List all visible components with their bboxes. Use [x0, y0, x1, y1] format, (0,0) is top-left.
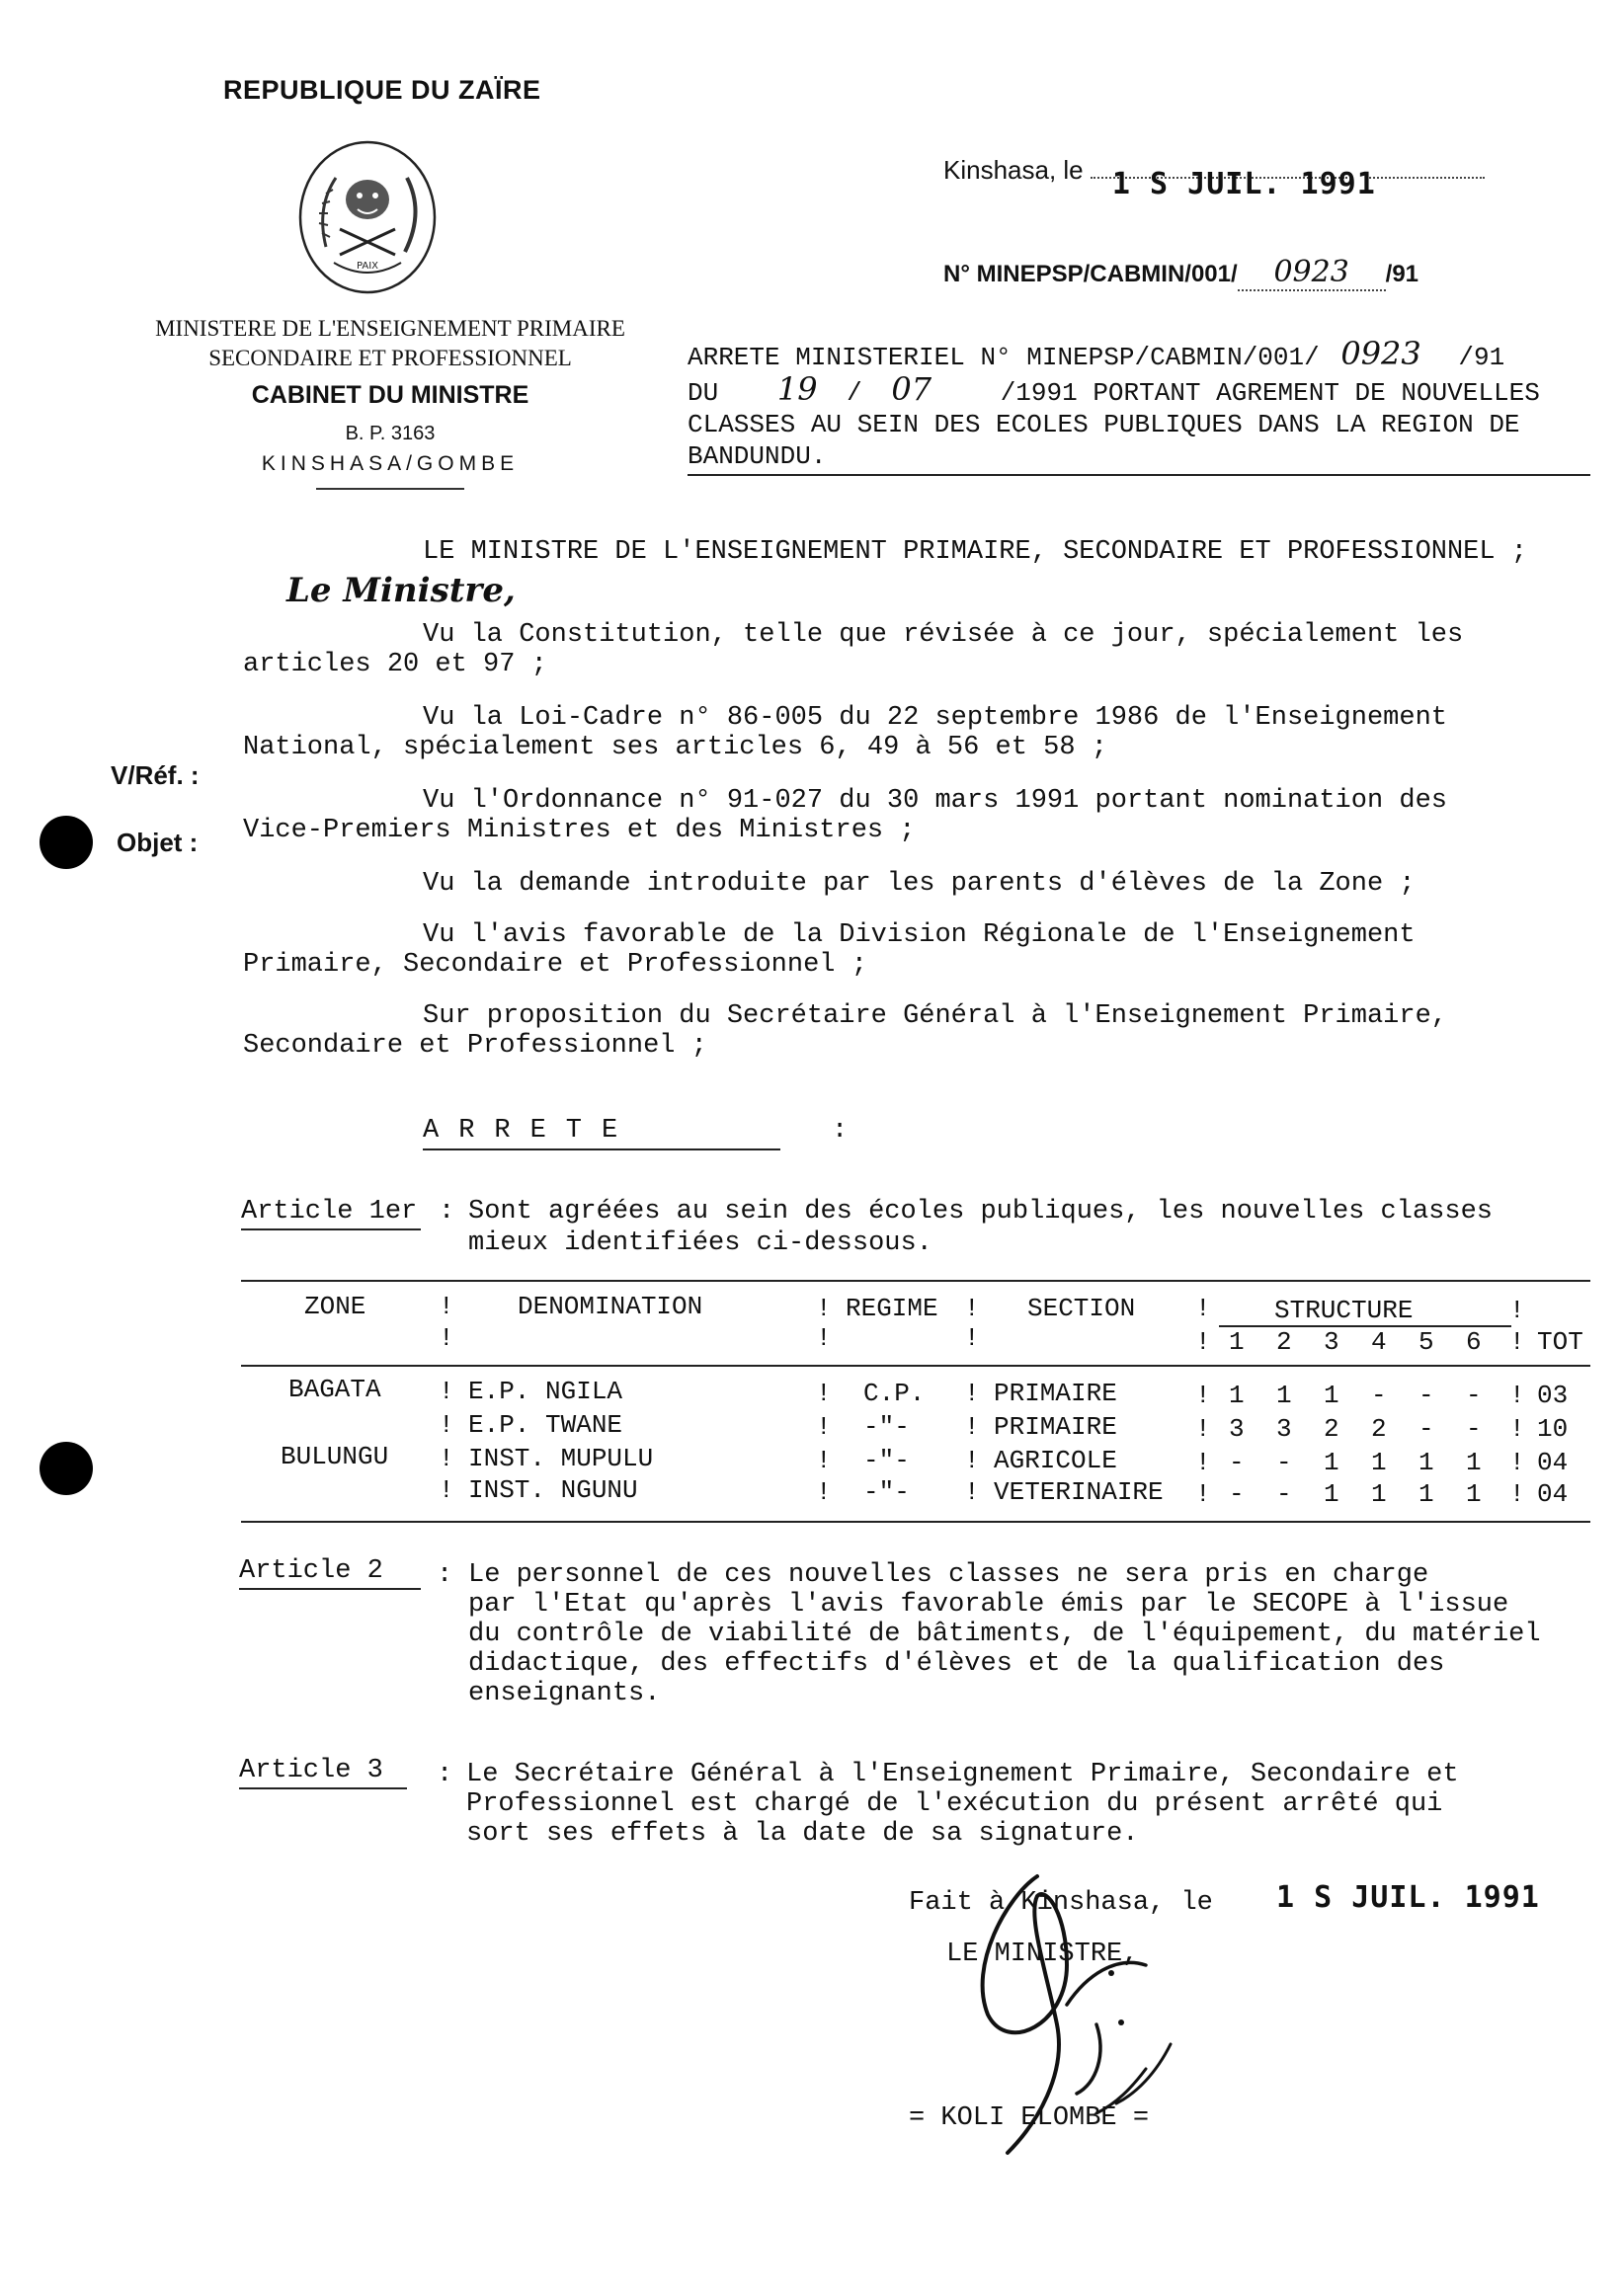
minister-title: LE MINISTRE DE L'ENSEIGNEMENT PRIMAIRE, SECONDAIRE ET PROFESSIONNEL ; — [423, 537, 1527, 567]
cell-sep: ! — [1195, 1448, 1211, 1477]
article-1-label: Article 1er — [241, 1197, 418, 1227]
cell-tot: 04 — [1537, 1448, 1569, 1477]
vu-demande: Vu la demande introduite par les parents d'élèves de la Zone ; — [423, 869, 1416, 899]
header-sep: ! — [439, 1292, 454, 1321]
punch-hole-top — [40, 816, 93, 869]
cell-year-5: 1 — [1418, 1479, 1434, 1509]
decree-header-line-4: BANDUNDU. — [688, 441, 827, 471]
cell-year-1: - — [1229, 1479, 1245, 1509]
arrete-underline — [423, 1148, 780, 1150]
cell-sep: ! — [816, 1379, 832, 1408]
cell-year-3: 1 — [1324, 1479, 1339, 1509]
cell-sep: ! — [1195, 1414, 1211, 1444]
header-year-6: 6 — [1466, 1327, 1482, 1357]
reference-handwritten-number: 0923 — [1273, 255, 1349, 289]
decree-handwritten-day: 19 — [776, 370, 818, 408]
cell-regime: C.P. — [863, 1379, 926, 1408]
cell-year-2: 3 — [1276, 1414, 1292, 1444]
cell-denomination: INST. NGUNU — [468, 1475, 638, 1505]
cell-sep: ! — [816, 1446, 832, 1475]
cell-sep: ! — [439, 1410, 454, 1440]
cell-sep: ! — [964, 1379, 980, 1408]
header-structure: STRUCTURE — [1274, 1296, 1414, 1325]
vu-constitution-1: Vu la Constitution, telle que révisée à ce jour, spécialement les — [423, 620, 1464, 650]
decree-header-line-2-rest: /1991 PORTANT AGREMENT DE NOUVELLES — [1000, 378, 1540, 408]
cell-sep: ! — [964, 1412, 980, 1442]
article-3-colon: : — [437, 1760, 453, 1789]
cabinet-heading: CABINET DU MINISTRE — [251, 381, 529, 409]
city-line: KINSHASA/GOMBE — [261, 452, 520, 475]
cell-sep: ! — [964, 1477, 980, 1507]
cell-sep: ! — [439, 1377, 454, 1406]
reference-prefix: N° MINEPSP/CABMIN/001/ — [943, 261, 1238, 287]
le-ministre-signature-title: LE MINISTRE, — [946, 1940, 1139, 1969]
article-3-underline — [239, 1787, 407, 1789]
header-zone: ZONE — [304, 1292, 366, 1321]
decree-date-separator: / — [847, 378, 862, 408]
republic-heading: REPUBLIQUE DU ZAÏRE — [223, 75, 541, 105]
arrete-heading: ARRETE — [423, 1116, 638, 1146]
cell-year-2: - — [1276, 1448, 1292, 1477]
article-2-line-4: didactique, des effectifs d'élèves et de la qualification des — [468, 1649, 1445, 1679]
decree-du: DU — [688, 378, 719, 408]
article-2-line-1: Le personnel de ces nouvelles classes ne sera pris en charge — [468, 1560, 1429, 1590]
coat-of-arms-seal — [296, 138, 440, 296]
cell-year-3: 1 — [1324, 1448, 1339, 1477]
vu-avis-1: Vu l'avis favorable de la Division Régionale de l'Enseignement — [423, 920, 1416, 950]
decree-header — [688, 335, 1540, 472]
arrete-colon: : — [832, 1116, 849, 1146]
article-1-underline — [241, 1228, 421, 1230]
cell-sep: ! — [964, 1446, 980, 1475]
article-2-label: Article 2 — [239, 1556, 383, 1586]
header-year-5: 5 — [1418, 1327, 1434, 1357]
header-sep: ! — [1509, 1296, 1525, 1325]
cell-section: PRIMAIRE — [994, 1412, 1117, 1442]
cell-year-6: - — [1466, 1381, 1482, 1410]
article-2-colon: : — [437, 1560, 453, 1590]
vref-label: V/Réf. : — [111, 760, 200, 790]
header-year-1: 1 — [1229, 1327, 1245, 1357]
cell-regime: -"- — [863, 1477, 910, 1507]
article-3-label: Article 3 — [239, 1756, 383, 1785]
header-tot: TOT — [1537, 1327, 1583, 1357]
decree-header-rule — [688, 474, 1590, 476]
article-2-underline — [239, 1588, 421, 1590]
header-sep: ! — [816, 1323, 832, 1353]
postal-box: B. P. 3163 — [345, 423, 436, 444]
cell-year-4: 2 — [1371, 1414, 1387, 1444]
cell-regime: -"- — [863, 1412, 910, 1442]
vu-ordonnance-2: Vice-Premiers Ministres et des Ministres ; — [243, 816, 916, 845]
cell-denomination: E.P. TWANE — [468, 1410, 623, 1440]
decree-header-prefix: ARRETE MINISTERIEL N° MINEPSP/CABMIN/001/ — [688, 343, 1320, 372]
table-header-rule — [241, 1365, 1590, 1367]
header-year-3: 3 — [1324, 1327, 1339, 1357]
cell-section: PRIMAIRE — [994, 1379, 1117, 1408]
cell-sep: ! — [1509, 1479, 1525, 1509]
cell-year-4: - — [1371, 1381, 1387, 1410]
cell-year-4: 1 — [1371, 1479, 1387, 1509]
seal-motto: PAIX — [356, 261, 379, 272]
header-sep: ! — [1195, 1294, 1211, 1323]
ministry-name — [128, 314, 652, 373]
cell-year-6: 1 — [1466, 1448, 1482, 1477]
ministry-line-2: SECONDAIRE ET PROFESSIONNEL — [208, 346, 572, 370]
handwritten-le-ministre: Le Ministre, — [286, 571, 516, 610]
article-1-colon: : — [439, 1197, 455, 1227]
article-2-line-3: du contrôle de viabilité de bâtiments, de l'équipement, du matériel — [468, 1620, 1541, 1649]
reference-number — [943, 255, 1418, 291]
decree-handwritten-number: 0923 — [1340, 335, 1421, 372]
header-sep: ! — [964, 1294, 980, 1323]
ministry-line-1: MINISTERE DE L'ENSEIGNEMENT PRIMAIRE — [155, 316, 625, 341]
vu-constitution-2: articles 20 et 97 ; — [243, 650, 547, 679]
cell-regime: -"- — [863, 1446, 910, 1475]
closing-date-stamp: 1 S JUIL. 1991 — [1276, 1880, 1540, 1915]
sur-proposition-1: Sur proposition du Secrétaire Général à l'Enseignement Primaire, — [423, 1001, 1447, 1031]
cell-sep: ! — [1195, 1381, 1211, 1410]
cell-year-3: 1 — [1324, 1381, 1339, 1410]
header-regime: REGIME — [846, 1294, 938, 1323]
cell-sep: ! — [816, 1477, 832, 1507]
article-3-line-3: sort ses effets à la date de sa signature. — [466, 1819, 1139, 1849]
header-sep: ! — [439, 1323, 454, 1353]
cell-sep: ! — [1195, 1479, 1211, 1509]
table-top-rule — [241, 1280, 1590, 1282]
header-sep: ! — [1195, 1327, 1211, 1357]
cell-year-6: - — [1466, 1414, 1482, 1444]
minister-name: = KOLI ELOMBE = — [909, 2103, 1150, 2133]
cell-denomination: E.P. NGILA — [468, 1377, 623, 1406]
fait-a-kinshasa: Fait à Kinshasa, le — [909, 1888, 1213, 1918]
vu-loi-cadre-2: National, spécialement ses articles 6, 49 à 56 et 58 ; — [243, 733, 1107, 762]
header-sep: ! — [816, 1294, 832, 1323]
cell-tot: 10 — [1537, 1414, 1569, 1444]
header-year-4: 4 — [1371, 1327, 1387, 1357]
decree-header-line-2 — [688, 370, 1540, 409]
dateline-place: Kinshasa, le — [943, 155, 1084, 185]
cell-year-2: - — [1276, 1479, 1292, 1509]
decree-header-line-3: CLASSES AU SEIN DES ECOLES PUBLIQUES DANS LA REGION DE — [688, 410, 1520, 439]
cell-year-1: 3 — [1229, 1414, 1245, 1444]
header-denomination: DENOMINATION — [518, 1292, 703, 1321]
cell-year-4: 1 — [1371, 1448, 1387, 1477]
cell-sep: ! — [816, 1412, 832, 1442]
cell-section: VETERINAIRE — [994, 1477, 1164, 1507]
vu-loi-cadre-1: Vu la Loi-Cadre n° 86-005 du 22 septembre 1986 de l'Enseignement — [423, 703, 1447, 733]
cell-year-1: - — [1229, 1448, 1245, 1477]
cell-tot: 04 — [1537, 1479, 1569, 1509]
cell-year-2: 1 — [1276, 1381, 1292, 1410]
article-1-line-2: mieux identifiées ci-dessous. — [468, 1228, 932, 1258]
cell-sep: ! — [1509, 1381, 1525, 1410]
decree-handwritten-month: 07 — [891, 370, 932, 408]
dateline-fill — [1091, 167, 1376, 201]
cell-section: AGRICOLE — [994, 1446, 1117, 1475]
cell-year-5: - — [1418, 1414, 1434, 1444]
article-3-line-1: Le Secrétaire Général à l'Enseignement Primaire, Secondaire et — [466, 1760, 1459, 1789]
reference-fill — [1238, 255, 1386, 291]
table-bottom-rule — [241, 1521, 1590, 1523]
cell-year-5: - — [1418, 1381, 1434, 1410]
header-section: SECTION — [1027, 1294, 1136, 1323]
cell-year-3: 2 — [1324, 1414, 1339, 1444]
article-1-line-1: Sont agréées au sein des écoles publiques, les nouvelles classes — [468, 1197, 1493, 1227]
header-sep: ! — [1509, 1327, 1525, 1357]
sur-proposition-2: Secondaire et Professionnel ; — [243, 1031, 707, 1061]
vu-ordonnance-1: Vu l'Ordonnance n° 91-027 du 30 mars 1991 portant nomination des — [423, 786, 1447, 816]
city-underline — [316, 488, 464, 490]
cell-zone: BAGATA — [288, 1375, 381, 1404]
header-year-2: 2 — [1276, 1327, 1292, 1357]
dateline-fill-end — [1366, 177, 1485, 179]
dateline — [943, 155, 1485, 201]
cell-sep: ! — [439, 1475, 454, 1505]
decree-header-suffix: /91 — [1458, 343, 1505, 372]
cell-zone: BULUNGU — [281, 1442, 389, 1471]
date-stamp: 1 S JUIL. 1991 — [1111, 167, 1376, 201]
article-2-line-5: enseignants. — [468, 1679, 661, 1708]
objet-label: Objet : — [117, 828, 199, 857]
cell-year-5: 1 — [1418, 1448, 1434, 1477]
punch-hole-bottom — [40, 1442, 93, 1495]
decree-header-line-1 — [688, 335, 1540, 373]
article-2-line-2: par l'Etat qu'après l'avis favorable émis par le SECOPE à l'issue — [468, 1590, 1509, 1620]
cell-sep: ! — [1509, 1414, 1525, 1444]
article-3-line-2: Professionnel est chargé de l'exécution du présent arrêté qui — [466, 1789, 1443, 1819]
cell-sep: ! — [1509, 1448, 1525, 1477]
reference-suffix: /91 — [1385, 261, 1419, 287]
cell-tot: 03 — [1537, 1381, 1569, 1410]
cell-year-6: 1 — [1466, 1479, 1482, 1509]
cell-year-1: 1 — [1229, 1381, 1245, 1410]
header-sep: ! — [964, 1323, 980, 1353]
vu-avis-2: Primaire, Secondaire et Professionnel ; — [243, 950, 867, 980]
cell-sep: ! — [439, 1444, 454, 1473]
cell-denomination: INST. MUPULU — [468, 1444, 654, 1473]
